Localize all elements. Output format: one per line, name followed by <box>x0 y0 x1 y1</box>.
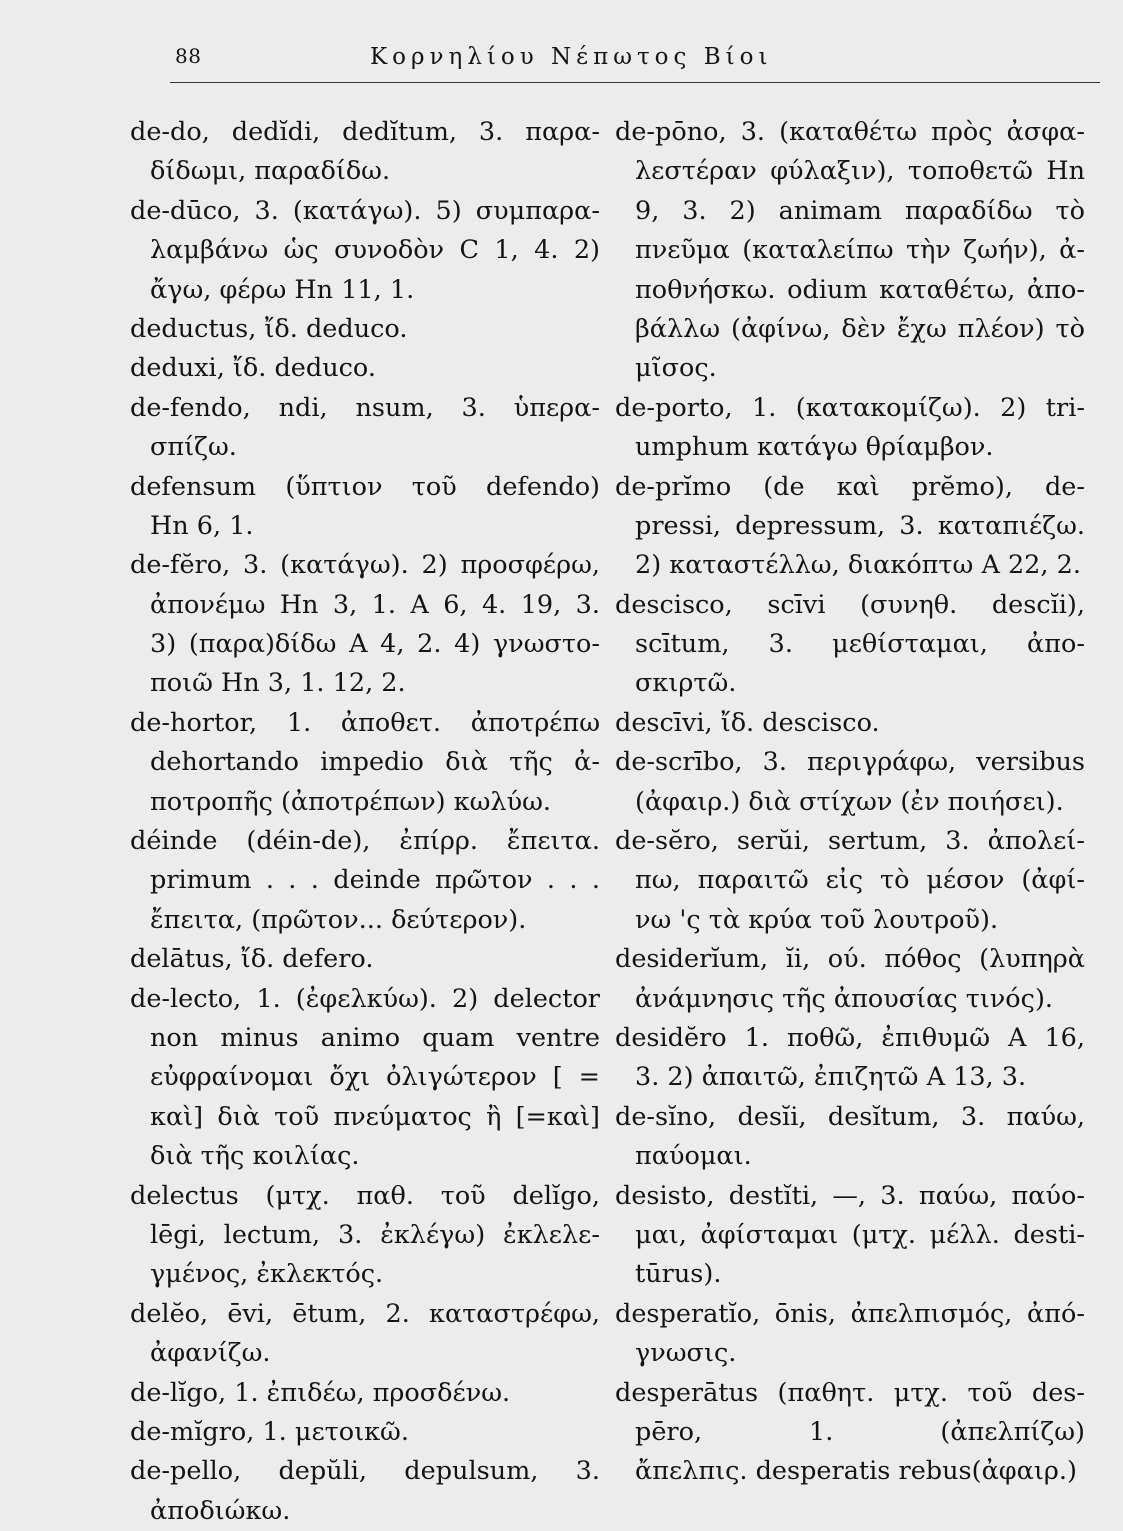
entry-headline: de-pōno, 3. (καταθέτω πρὸς ἀσφα- <box>615 117 1085 147</box>
entry-headline: de-pello, depŭli, depulsum, 3. <box>130 1456 600 1487</box>
entry-continuation-line: 3. 2) ἀπαιτῶ, ἐπιζητῶ A 13, 3. <box>635 1062 1027 1093</box>
entry-continuation-line: λαμβάνω ὡς συνοδὸν C 1, 4. 2) <box>150 235 600 266</box>
dictionary-entry <box>615 743 1085 822</box>
entry-continuation-line: καὶ] διὰ τοῦ πνεύματος ἢ [=καὶ] <box>150 1101 600 1132</box>
entry-headline: de-do, dedĭdi, dedĭtum, 3. παρα- <box>130 117 600 147</box>
entry-continuation-line: βάλλω (ἀφίνω, δὲν ἔχω πλέον) τὸ <box>635 313 1085 344</box>
entry-continuation-line: ἄπελπις. desperatis rebus(ἀφαιρ.) <box>635 1456 1077 1487</box>
entry-headline: de-lecto, 1. (ἐφελκύω). 2) delector <box>130 983 600 1014</box>
entry-continuation-line: tūrus). <box>635 1259 722 1290</box>
entry-continuation-line: scītum, 3. μεθίσταμαι, ἀπο- <box>635 629 1085 660</box>
dictionary-entry <box>615 1295 1085 1374</box>
dictionary-entry <box>615 940 1085 1019</box>
dictionary-entry <box>130 310 600 349</box>
dictionary-entry <box>130 1374 600 1413</box>
dictionary-entry <box>130 704 600 822</box>
dictionary-entry <box>615 704 1085 743</box>
dictionary-entry <box>130 1295 600 1374</box>
entry-continuation-line: ἀποδιώκω. <box>150 1495 291 1526</box>
entry-continuation-line: primum . . . deinde πρῶτον . . . <box>150 865 600 896</box>
dictionary-entry <box>615 822 1085 940</box>
entry-continuation-line: 9, 3. 2) animam παραδίδω τὸ <box>635 195 1085 226</box>
entry-continuation-line: Hn 6, 1. <box>150 510 254 541</box>
entry-headline: deduxi, ἴδ. deduco. <box>130 353 376 384</box>
entry-continuation-line: γνωσις. <box>635 1338 737 1369</box>
running-title: Κορνηλίου Νέπωτος Βίοι <box>370 44 773 70</box>
entry-continuation-line: ἀπονέμω Hn 3, 1. A 6, 4. 19, 3. <box>150 589 600 620</box>
dictionary-entry <box>615 389 1085 468</box>
entry-continuation-line: pēro, 1. (ἀπελπίζω) <box>635 1416 1085 1447</box>
entry-continuation-line: (ἀφαιρ.) διὰ στίχων (ἐν ποιήσει). <box>635 786 1064 817</box>
dictionary-entry <box>615 1019 1085 1098</box>
dictionary-entry <box>615 1098 1085 1177</box>
entry-headline: deductus, ἴδ. deduco. <box>130 313 408 344</box>
entry-continuation-line: νω 'ς τὰ κρύα τοῦ λουτροῦ). <box>635 904 999 935</box>
dictionary-entry <box>130 192 600 310</box>
page-number: 88 <box>175 44 202 68</box>
entry-continuation-line: ἄγω, φέρω Hn 11, 1. <box>150 274 415 305</box>
entry-headline: desiderĭum, ĭi, ού. πόθος (λυπηρὰ <box>615 944 1085 975</box>
entry-headline: de-fendo, ndi, nsum, 3. ὑπερα- <box>130 392 600 423</box>
dictionary-entry <box>130 1177 600 1295</box>
entry-headline: de-prĭmo (de καὶ prĕmo), de- <box>615 471 1085 502</box>
page-header <box>0 0 1123 90</box>
entry-continuation-line: ποτροπῆς (ἀποτρέπων) κωλύω. <box>150 786 551 817</box>
dictionary-entry <box>615 468 1085 586</box>
entry-continuation-line: ἀφανίζω. <box>150 1338 271 1369</box>
entry-continuation-line: dehortando impedio διὰ τῆς ἀ- <box>150 747 600 778</box>
entry-headline: de-sĕro, serŭi, sertum, 3. ἀπολεί- <box>615 826 1085 857</box>
entry-headline: descisco, scīvi (συνηθ. descĭi), <box>615 589 1085 620</box>
header-rule <box>170 82 1100 83</box>
entry-headline: delectus (μτχ. παθ. τοῦ delĭgo, <box>130 1180 600 1211</box>
entry-headline: descīvi, ἴδ. descisco. <box>615 707 880 738</box>
dictionary-entry <box>615 1177 1085 1295</box>
entry-continuation-line: πω, παραιτῶ εἰς τὸ μέσον (ἀφί- <box>635 865 1085 896</box>
entry-headline: de-lĭgo, 1. ἐπιδέω, προσδένω. <box>130 1377 511 1408</box>
entry-continuation-line: ἔπειτα, (πρῶτον... δεύτερον). <box>150 904 527 935</box>
entry-headline: desidĕro 1. ποθῶ, ἐπιθυμῶ A 16, <box>615 1022 1085 1053</box>
entry-headline: desperātus (παθητ. μτχ. τοῦ des- <box>615 1377 1085 1408</box>
dictionary-entry <box>130 940 600 979</box>
entry-continuation-line: γμένος, ἐκλεκτός. <box>150 1259 384 1290</box>
right-column <box>615 113 1085 1492</box>
entry-headline: de-scrībo, 3. περιγράφω, versibus <box>615 747 1085 778</box>
entry-headline: desisto, destĭti, —, 3. παύω, παύο- <box>615 1180 1085 1211</box>
dictionary-entry <box>130 389 600 468</box>
dictionary-entry <box>130 1452 600 1531</box>
entry-continuation-line: παύομαι. <box>635 1141 752 1172</box>
dictionary-entry <box>130 113 600 192</box>
entry-continuation-line: ἀνάμνησις τῆς ἀπουσίας τινός). <box>635 983 1053 1014</box>
left-column <box>130 113 600 1531</box>
dictionary-entry <box>130 546 600 704</box>
dictionary-entry <box>130 349 600 388</box>
entry-headline: delātus, ἴδ. defero. <box>130 944 374 975</box>
entry-continuation-line: δίδωμι, παραδίδω. <box>150 156 391 187</box>
entry-continuation-line: ποιῶ Hn 3, 1. 12, 2. <box>150 668 406 699</box>
dictionary-entry <box>130 468 600 547</box>
entry-headline: de-dūco, 3. (κατάγω). 5) συμπαρα- <box>130 195 600 226</box>
entry-continuation-line: διὰ τῆς κοιλίας. <box>150 1141 360 1172</box>
entry-continuation-line: μῖσος. <box>635 353 717 384</box>
entry-headline: de-fĕro, 3. (κατάγω). 2) προσφέρω, <box>130 550 600 581</box>
entry-continuation-line: σπίζω. <box>150 432 237 463</box>
entry-headline: de-hortor, 1. ἀποθετ. ἀποτρέπω <box>130 707 600 738</box>
entry-continuation-line: non minus animo quam ventre <box>150 1022 600 1053</box>
entry-continuation-line: umphum κατάγω θρίαμβον. <box>635 432 994 463</box>
entry-continuation-line: 3) (παρα)δίδω A 4, 2. 4) γνωστο- <box>150 629 600 660</box>
entry-continuation-line: ποθνήσκω. odium καταθέτω, ἀπο- <box>635 274 1085 305</box>
entry-headline: de-mĭgro, 1. μετοικῶ. <box>130 1416 409 1447</box>
entry-continuation-line: εὐφραίνομαι ὄχι ὀλιγώτερον [ = <box>150 1062 600 1093</box>
dictionary-entry <box>130 822 600 940</box>
entry-continuation-line: μαι, ἀφίσταμαι (μτχ. μέλλ. desti- <box>635 1219 1085 1250</box>
entry-headline: desperatĭo, ōnis, ἀπελπισμός, ἀπό- <box>615 1298 1085 1329</box>
entry-headline: déinde (déin-de), ἐπίρρ. ἔπειτα. <box>130 826 600 857</box>
dictionary-entry <box>615 1374 1085 1492</box>
dictionary-entry <box>615 113 1085 389</box>
entry-headline: defensum (ὕπτιον τοῦ defendo) <box>130 471 600 502</box>
entry-headline: de-porto, 1. (κατακομίζω). 2) tri- <box>615 392 1085 423</box>
entry-continuation-line: πνεῦμα (καταλείπω τὴν ζωήν), ἀ- <box>635 235 1085 266</box>
dictionary-entry <box>130 1413 600 1452</box>
entry-continuation-line: lēgi, lectum, 3. ἐκλέγω) ἐκλελε- <box>150 1219 600 1250</box>
entry-continuation-line: σκιρτῶ. <box>635 668 737 699</box>
entry-continuation-line: pressi, depressum, 3. καταπιέζω. <box>635 510 1085 541</box>
entry-headline: de-sĭno, desĭi, desĭtum, 3. παύω, <box>615 1101 1085 1132</box>
entry-continuation-line: 2) καταστέλλω, διακόπτω A 22, 2. <box>635 550 1081 581</box>
dictionary-entry <box>130 980 600 1177</box>
dictionary-entry <box>615 586 1085 704</box>
entry-headline: delĕo, ēvi, ētum, 2. καταστρέφω, <box>130 1298 600 1329</box>
entry-continuation-line: λεστέραν φύλαξιν), τοποθετῶ Hn <box>635 156 1085 187</box>
